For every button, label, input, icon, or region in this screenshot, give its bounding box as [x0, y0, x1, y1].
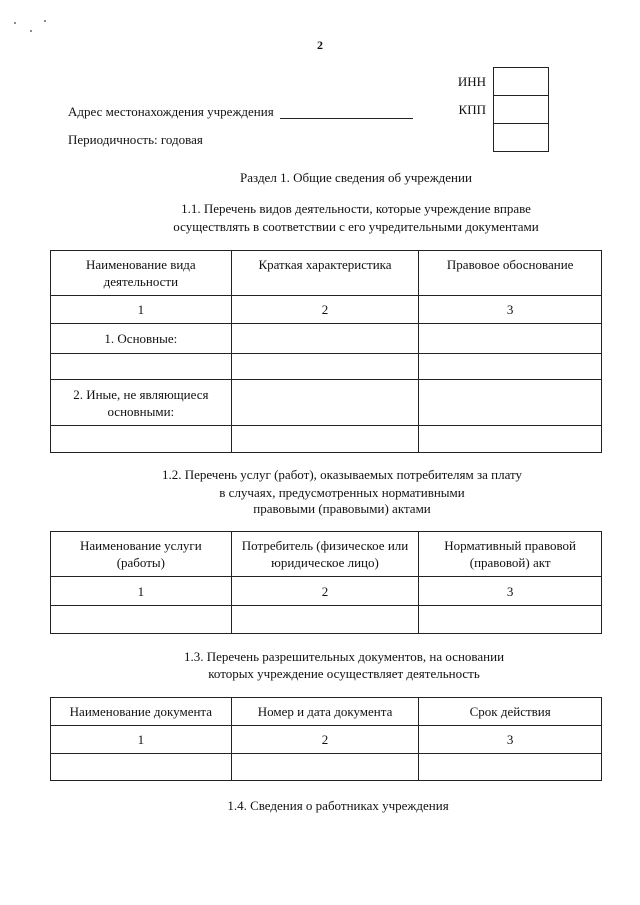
table-number-row — [51, 296, 602, 324]
kpp-label: КПП — [458, 102, 486, 117]
table-cell[interactable] — [419, 380, 602, 426]
table-number-row — [51, 726, 602, 754]
kpp-box[interactable] — [493, 95, 549, 123]
table-row — [51, 324, 602, 354]
s11-title-line1: 1.1. Перечень видов деятельности, которые учреждение вправе — [181, 201, 531, 216]
table-cell[interactable] — [419, 426, 602, 453]
section-title: Раздел 1. Общие сведения об учреждении — [240, 170, 472, 185]
inn-box[interactable] — [493, 67, 549, 95]
table-header-row — [51, 698, 602, 726]
table-cell[interactable] — [419, 324, 602, 354]
col-number-1: 1 — [51, 726, 232, 754]
table-cell[interactable] — [231, 754, 419, 781]
inn-label: ИНН — [457, 74, 486, 89]
col-number-1: 1 — [51, 577, 232, 606]
col-number-1: 1 — [51, 296, 232, 324]
table-row — [51, 354, 602, 380]
col-header-description: Краткая характеристика — [231, 251, 419, 296]
col-header-number-date: Номер и дата документа — [231, 698, 419, 726]
table-cell[interactable] — [231, 380, 419, 426]
col-header-document: Наименование документа — [51, 698, 232, 726]
col-header-legal-basis: Правовое обоснование — [419, 251, 602, 296]
table-row — [51, 426, 602, 453]
table-cell[interactable] — [51, 426, 232, 453]
s13-title-line1: 1.3. Перечень разрешительных документов, на основании — [183, 649, 505, 664]
col-number-2: 2 — [231, 296, 419, 324]
paid-services-table — [50, 531, 602, 634]
col-header-validity: Срок действия — [419, 698, 602, 726]
s12-title-line2: в случаях, предусмотренных нормативными — [219, 485, 465, 500]
table-cell[interactable] — [51, 606, 232, 634]
table-cell[interactable] — [231, 426, 419, 453]
table-row — [51, 380, 602, 426]
table-cell[interactable] — [231, 354, 419, 380]
col-header-service: Наименование услуги (работы) — [51, 532, 232, 577]
col-header-activity: Наименование вида деятельности — [51, 251, 232, 296]
permits-table — [50, 697, 602, 781]
scan-speck — [44, 20, 46, 22]
s13-title-line2: которых учреждение осуществляет деятельность — [208, 666, 480, 681]
row-main-activities: 1. Основные: — [51, 324, 232, 354]
table-number-row — [51, 577, 602, 606]
scan-speck — [14, 22, 16, 24]
table-row — [51, 606, 602, 634]
col-header-consumer: Потребитель (физическое или юридическое лицо) — [231, 532, 419, 577]
col-number-2: 2 — [231, 726, 419, 754]
s14-title: 1.4. Сведения о работниках учреждения — [227, 798, 449, 813]
table-cell[interactable] — [51, 354, 232, 380]
address-field-line[interactable] — [280, 118, 413, 119]
col-number-3: 3 — [419, 726, 602, 754]
table-cell[interactable] — [51, 754, 232, 781]
address-label: Адрес местонахождения учреждения — [68, 104, 274, 119]
table-header-row — [51, 532, 602, 577]
activities-table — [50, 250, 602, 453]
s11-title-line2: осуществлять в соответствии с его учредительными документами — [173, 219, 539, 234]
table-cell[interactable] — [231, 324, 419, 354]
extra-code-box[interactable] — [493, 123, 549, 152]
col-header-normative-act: Нормативный правовой (правовой) акт — [419, 532, 602, 577]
periodicity-text: Периодичность: годовая — [68, 132, 203, 147]
page-number: 2 — [317, 38, 323, 52]
table-header-row — [51, 251, 602, 296]
table-cell[interactable] — [419, 354, 602, 380]
s12-title-line1: 1.2. Перечень услуг (работ), оказываемых потребителям за плату — [161, 467, 523, 482]
s12-title-line3: правовыми (правовыми) актами — [253, 501, 431, 516]
col-number-3: 3 — [419, 577, 602, 606]
table-cell[interactable] — [419, 754, 602, 781]
table-cell[interactable] — [231, 606, 419, 634]
row-other-activities: 2. Иные, не являющиеся основными: — [51, 380, 232, 426]
table-row — [51, 754, 602, 781]
table-cell[interactable] — [419, 606, 602, 634]
col-number-2: 2 — [231, 577, 419, 606]
scan-speck — [30, 30, 32, 32]
col-number-3: 3 — [419, 296, 602, 324]
